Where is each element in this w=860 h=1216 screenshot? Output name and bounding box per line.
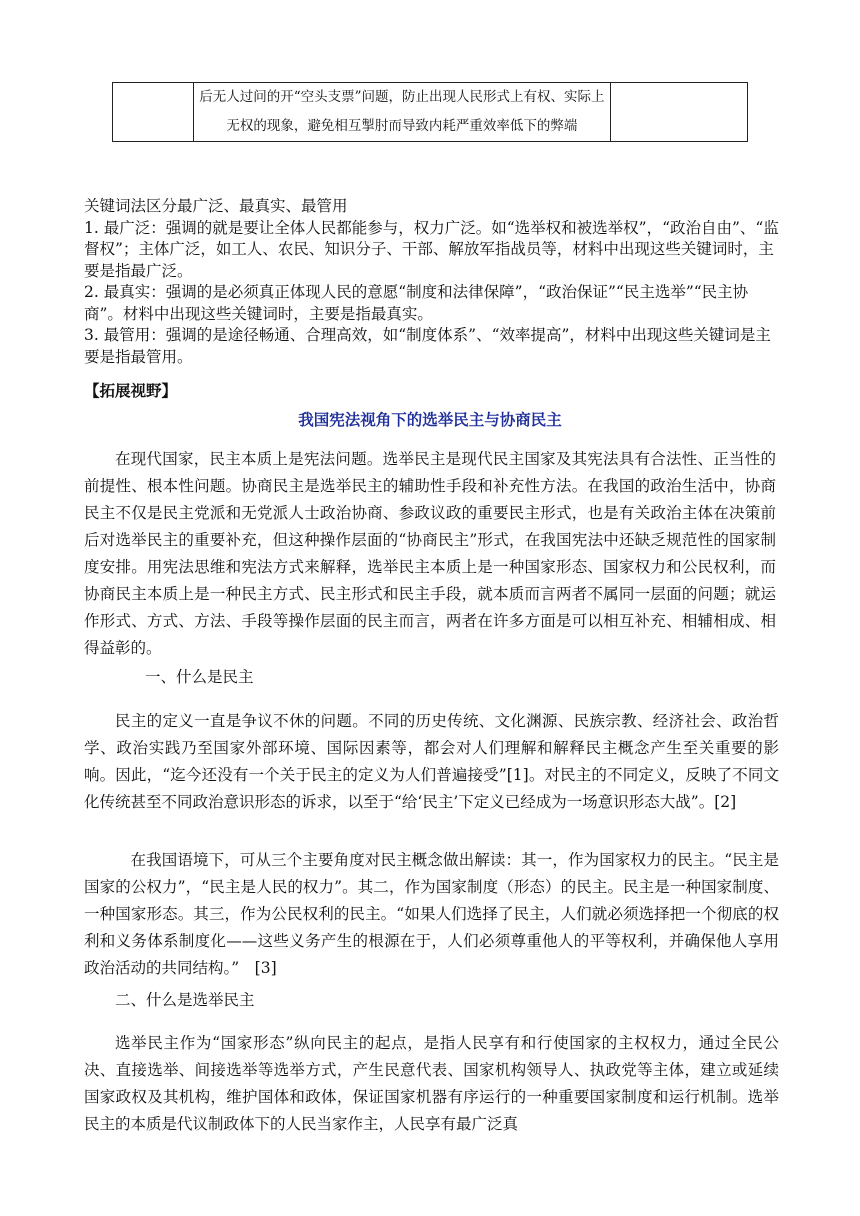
- expand-view-label: 【拓展视野】: [84, 381, 178, 400]
- section-1-paragraph-1: 民主的定义一直是争议不休的问题。不同的历史传统、文化渊源、民族宗教、经济社会、政治哲学、政治实践乃至国家外部环境、国际因素等，都会对人们理解和解释民主概念产生至关重要的影响。因此，“迄今还没有一个关于民主的定义为人们普遍接受”[1]。对民主的不同定义，反映了不同文化传统甚至不同政治意识形态的诉求，以至于“给‘民主’下定义已经成为一场意识形态大战”。[2]: [84, 712, 779, 811]
- table-cell-right: [610, 83, 747, 142]
- section-1-paragraph-2: 在我国语境下，可从三个主要角度对民主概念做出解读：其一，作为国家权力的民主。“民主是国家的公权力”，“民主是人民的权力”。其二，作为国家制度（形态）的民主。民主是一种国家制度、一种国家形态。其三，作为公民权利的民主。“如果人们选择了民主，人们就必须选择把一个彻底的权利和义务体系制度化——这些义务产生的根源在于，人们必须尊重他人的平等权利，并确保他人享用政治活动的共同结构。” [3]: [84, 851, 779, 977]
- table-cell-left: [113, 83, 194, 142]
- article-title: 我国宪法视角下的选举民主与协商民主: [298, 410, 562, 429]
- key-item-3: 3. 最管用：强调的是途径畅通、合理高效，如“制度体系”、“效率提高”，材料中出现这些关键词是主要是指最管用。: [84, 326, 771, 366]
- section-heading-1: 一、什么是民主: [145, 668, 254, 686]
- table-row: [113, 83, 748, 142]
- key-item-1: 1. 最广泛：强调的就是要让全体人民都能参与，权力广泛。如“选举权和被选举权”，“政治自由”、“监督权”；主体广泛，如工人、农民、知识分子、干部、解放军指战员等，材料中出现这些关键词时，主要是指最广泛。: [84, 218, 779, 280]
- key-section-title: 关键词法区分最广泛、最真实、最管用: [84, 197, 348, 215]
- section-heading-2: 二、什么是选举民主: [115, 991, 255, 1009]
- key-words-section: [84, 196, 784, 368]
- article-intro-paragraph: 在现代国家，民主本质上是宪法问题。选举民主是现代民主国家及其宪法具有合法性、正当性的前提性、根本性问题。协商民主是选举民主的辅助性手段和补充性方法。在我国的政治生活中，协商民主不仅是民主党派和无党派人士政治协商、参政议政的重要民主形式，也是有关政治主体在决策前后对选举民主的重要补充，但这种操作层面的“协商民主”形式，在我国宪法中还缺乏规范性的国家制度安排。用宪法思维和宪法方式来解释，选举民主本质上是一种国家形态、国家权力和公民权利，而协商民主本质上是一种民主方式、民主形式和民主手段，就本质而言两者不属同一层面的问题；就运作形式、方式、方法、手段等操作层面的民主而言，两者在许多方面是可以相互补充、相辅相成、相得益彰的。: [84, 450, 776, 657]
- section-2-paragraph-1: 选举民主作为“国家形态”纵向民主的起点，是指人民享有和行使国家的主权权力，通过全民公决、直接选举、间接选举等选举方式，产生民意代表、国家机构领导人、执政党等主体，建立或延续国家政权及其机构，维护国体和政体，保证国家机器有序运行的一种重要国家制度和运行机制。选举民主的本质是代议制政体下的人民当家作主，人民享有最广泛真: [84, 1034, 779, 1133]
- table-cell-middle: 后无人过问的开“空头支票”问题，防止出现人民形式上有权、实际上无权的现象，避免相互掣肘而导致内耗严重效率低下的弊端: [194, 83, 610, 142]
- key-item-2: 2. 最真实：强调的是必须真正体现人民的意愿“制度和法律保障”，“政治保证”“民主选举”“民主协商”。材料中出现这些关键词时，主要是指最真实。: [84, 283, 749, 323]
- continuation-table: [112, 82, 748, 142]
